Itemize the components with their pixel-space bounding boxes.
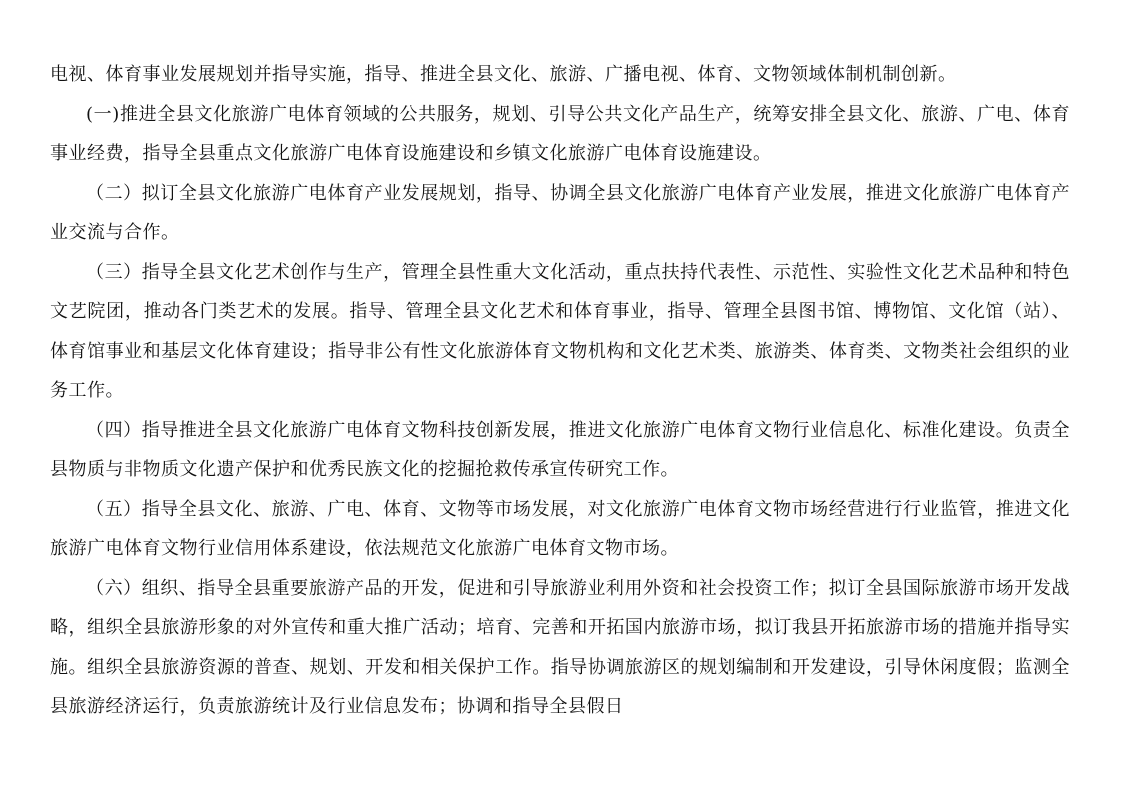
paragraph-item-3: （三）指导全县文化艺术创作与生产，管理全县性重大文化活动，重点扶持代表性、示范性、实验性文化艺术品种和特色文艺院团，推动各门类艺术的发展。指导、管理全县文化艺术和体育事业，指导、管理全县图书馆、博物馆、文化馆（站）、体育馆事业和基层文化体育建设；指导非公有性文化旅游体育文物机构和文化艺术类、旅游类、体育类、文物类社会组织的业务工作。 [50,261,1070,401]
paragraph-item-4: （四）指导推进全县文化旅游广电体育文物科技创新发展，推进文化旅游广电体育文物行业信息化、标准化建设。负责全县物质与非物质文化遗产保护和优秀民族文化的挖掘抢救传承宣传研究工作。 [50,419,1070,480]
paragraph-item-1: (一)推进全县文化旅游广电体育领域的公共服务，规划、引导公共文化产品生产，统筹安排全县文化、旅游、广电、体育事业经费，指导全县重点文化旅游广电体育设施建设和乡镇文化旅游广电体育设施建设。 [50,103,1070,164]
document-body [50,55,1070,727]
paragraph-item-6: （六）组织、指导全县重要旅游产品的开发，促进和引导旅游业利用外资和社会投资工作；拟订全县国际旅游市场开发战略，组织全县旅游形象的对外宣传和重大推广活动；培育、完善和开拓国内旅游市场，拟订我县开拓旅游市场的措施并指导实施。组织全县旅游资源的普查、规划、开发和相关保护工作。指导协调旅游区的规划编制和开发建设，引导休闲度假；监测全县旅游经济运行，负责旅游统计及行业信息发布；协调和指导全县假日 [50,577,1070,717]
paragraph-item-2: （二）拟订全县文化旅游广电体育产业发展规划，指导、协调全县文化旅游广电体育产业发展，推进文化旅游广电体育产业交流与合作。 [50,182,1070,243]
paragraph-continuation: 电视、体育事业发展规划并指导实施，指导、推进全县文化、旅游、广播电视、体育、文物领域体制机制创新。 [50,64,957,85]
paragraph-item-5: （五）指导全县文化、旅游、广电、体育、文物等市场发展，对文化旅游广电体育文物市场经营进行行业监管，推进文化旅游广电体育文物行业信用体系建设，依法规范文化旅游广电体育文物市场。 [50,498,1070,559]
